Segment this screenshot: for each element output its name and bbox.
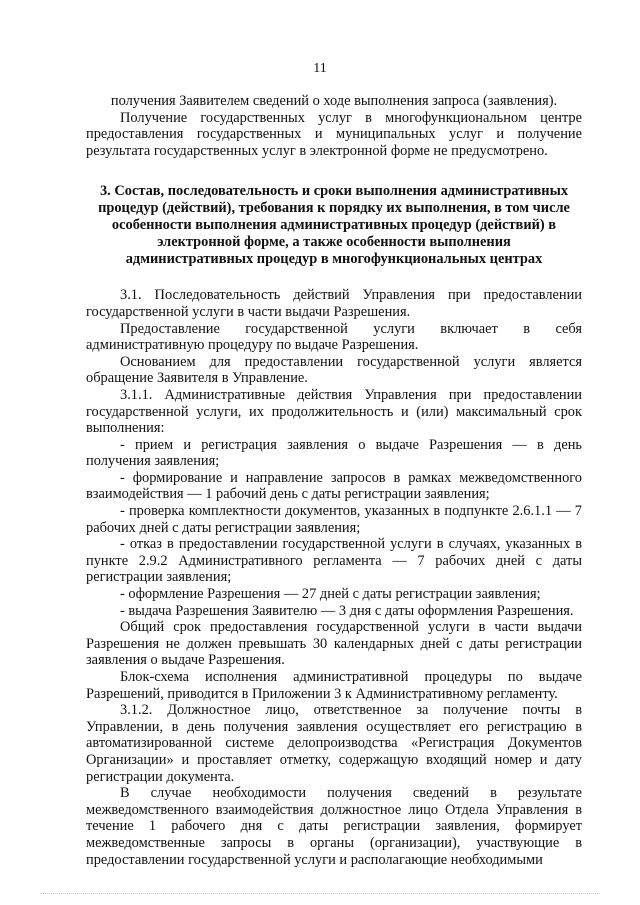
paragraph-continuation: получения Заявителем сведений о ходе выполнения запроса (заявления). [110,93,558,109]
paragraph-3-1-1: 3.1.1. Административные действия Управления при предоставлении государственной услуги, их продолжительность и (или) максимальный срок выполнения: [86,386,582,437]
paragraph-procedure: Предоставление государственной услуги включает в себя административную процедуру по выдаче Разрешения. [86,320,582,354]
list-item-check: - проверка комплектности документов, указанных в подпункте 2.6.1.1 — 7 рабочих дней с даты регистрации заявления; [86,503,582,536]
list-item-refusal: - отказ в предоставлении государственной услуги в случаях, указанных в пункте 2.9.2 Административного регламента — 7 рабочих дней с даты регистрации заявления; [86,536,582,586]
list-item-requests: - формирование и направление запросов в рамках межведомственного взаимодействия — 1 рабочий день с даты регистрации заявления; [86,469,582,503]
paragraph-flowchart: Блок-схема исполнения административной процедуры по выдаче Разрешений, приводится в Приложении 3 к Административному регламенту. [86,669,582,702]
document-body [86,93,582,868]
paragraph-3-1-2: 3.1.2. Должностное лицо, ответственное за получение почты в Управлении, в день получения заявления осуществляет его регистрацию в автоматизированной системе делопроизводства «Регистрация Документов Организации» и проставляет отметку, содержащую входящий номер и дату регистрации документа. [86,702,582,785]
page-number: 11 [313,61,327,76]
paragraph-3-1: 3.1. Последовательность действий Управления при предоставлении государственной услуги в части выдачи Разрешения. [86,287,582,320]
paragraph-mfc-note: Получение государственных услуг в многофункциональном центре предоставления государственных и муниципальных услуг и получение результата государственных услуг в электронной форме не предусмотрено. [86,109,582,159]
list-item-reception: - прием и регистрация заявления о выдаче Разрешения — в день получения заявления; [86,436,582,470]
paragraph-interagency: В случае необходимости получения сведений в результате межведомственного взаимодействия должностное лицо Отдела Управления в течение 1 рабочего дня с даты регистрации заявления, формирует межведомственные запросы в органы (организации), участвующие в предоставлении государственной услуги и располагающие необходимыми [86,785,582,868]
paragraph-total-term: Общий срок предоставления государственной услуги в части выдачи Разрешения не должен превышать 30 календарных дней с даты регистрации заявления о выдаче Разрешения. [86,619,582,669]
section-heading: 3. Состав, последовательность и сроки выполнения административных процедур (действий), требования к порядку их выполнения, в том числе особенности выполнения административных процедур (действий) в электронной форме, а также особенности выполнения административных процедур в многофункциональных центрах [98,183,570,267]
paragraph-basis: Основанием для предоставлении государственной услуги является обращение Заявителя в Управление. [86,353,582,387]
list-item-issuance: - выдача Разрешения Заявителю — 3 дня с даты оформления Разрешения. [120,602,574,619]
scan-artifact-divider [40,893,600,900]
list-item-drafting: - оформление Разрешения — 27 дней с даты регистрации заявления; [120,586,541,603]
